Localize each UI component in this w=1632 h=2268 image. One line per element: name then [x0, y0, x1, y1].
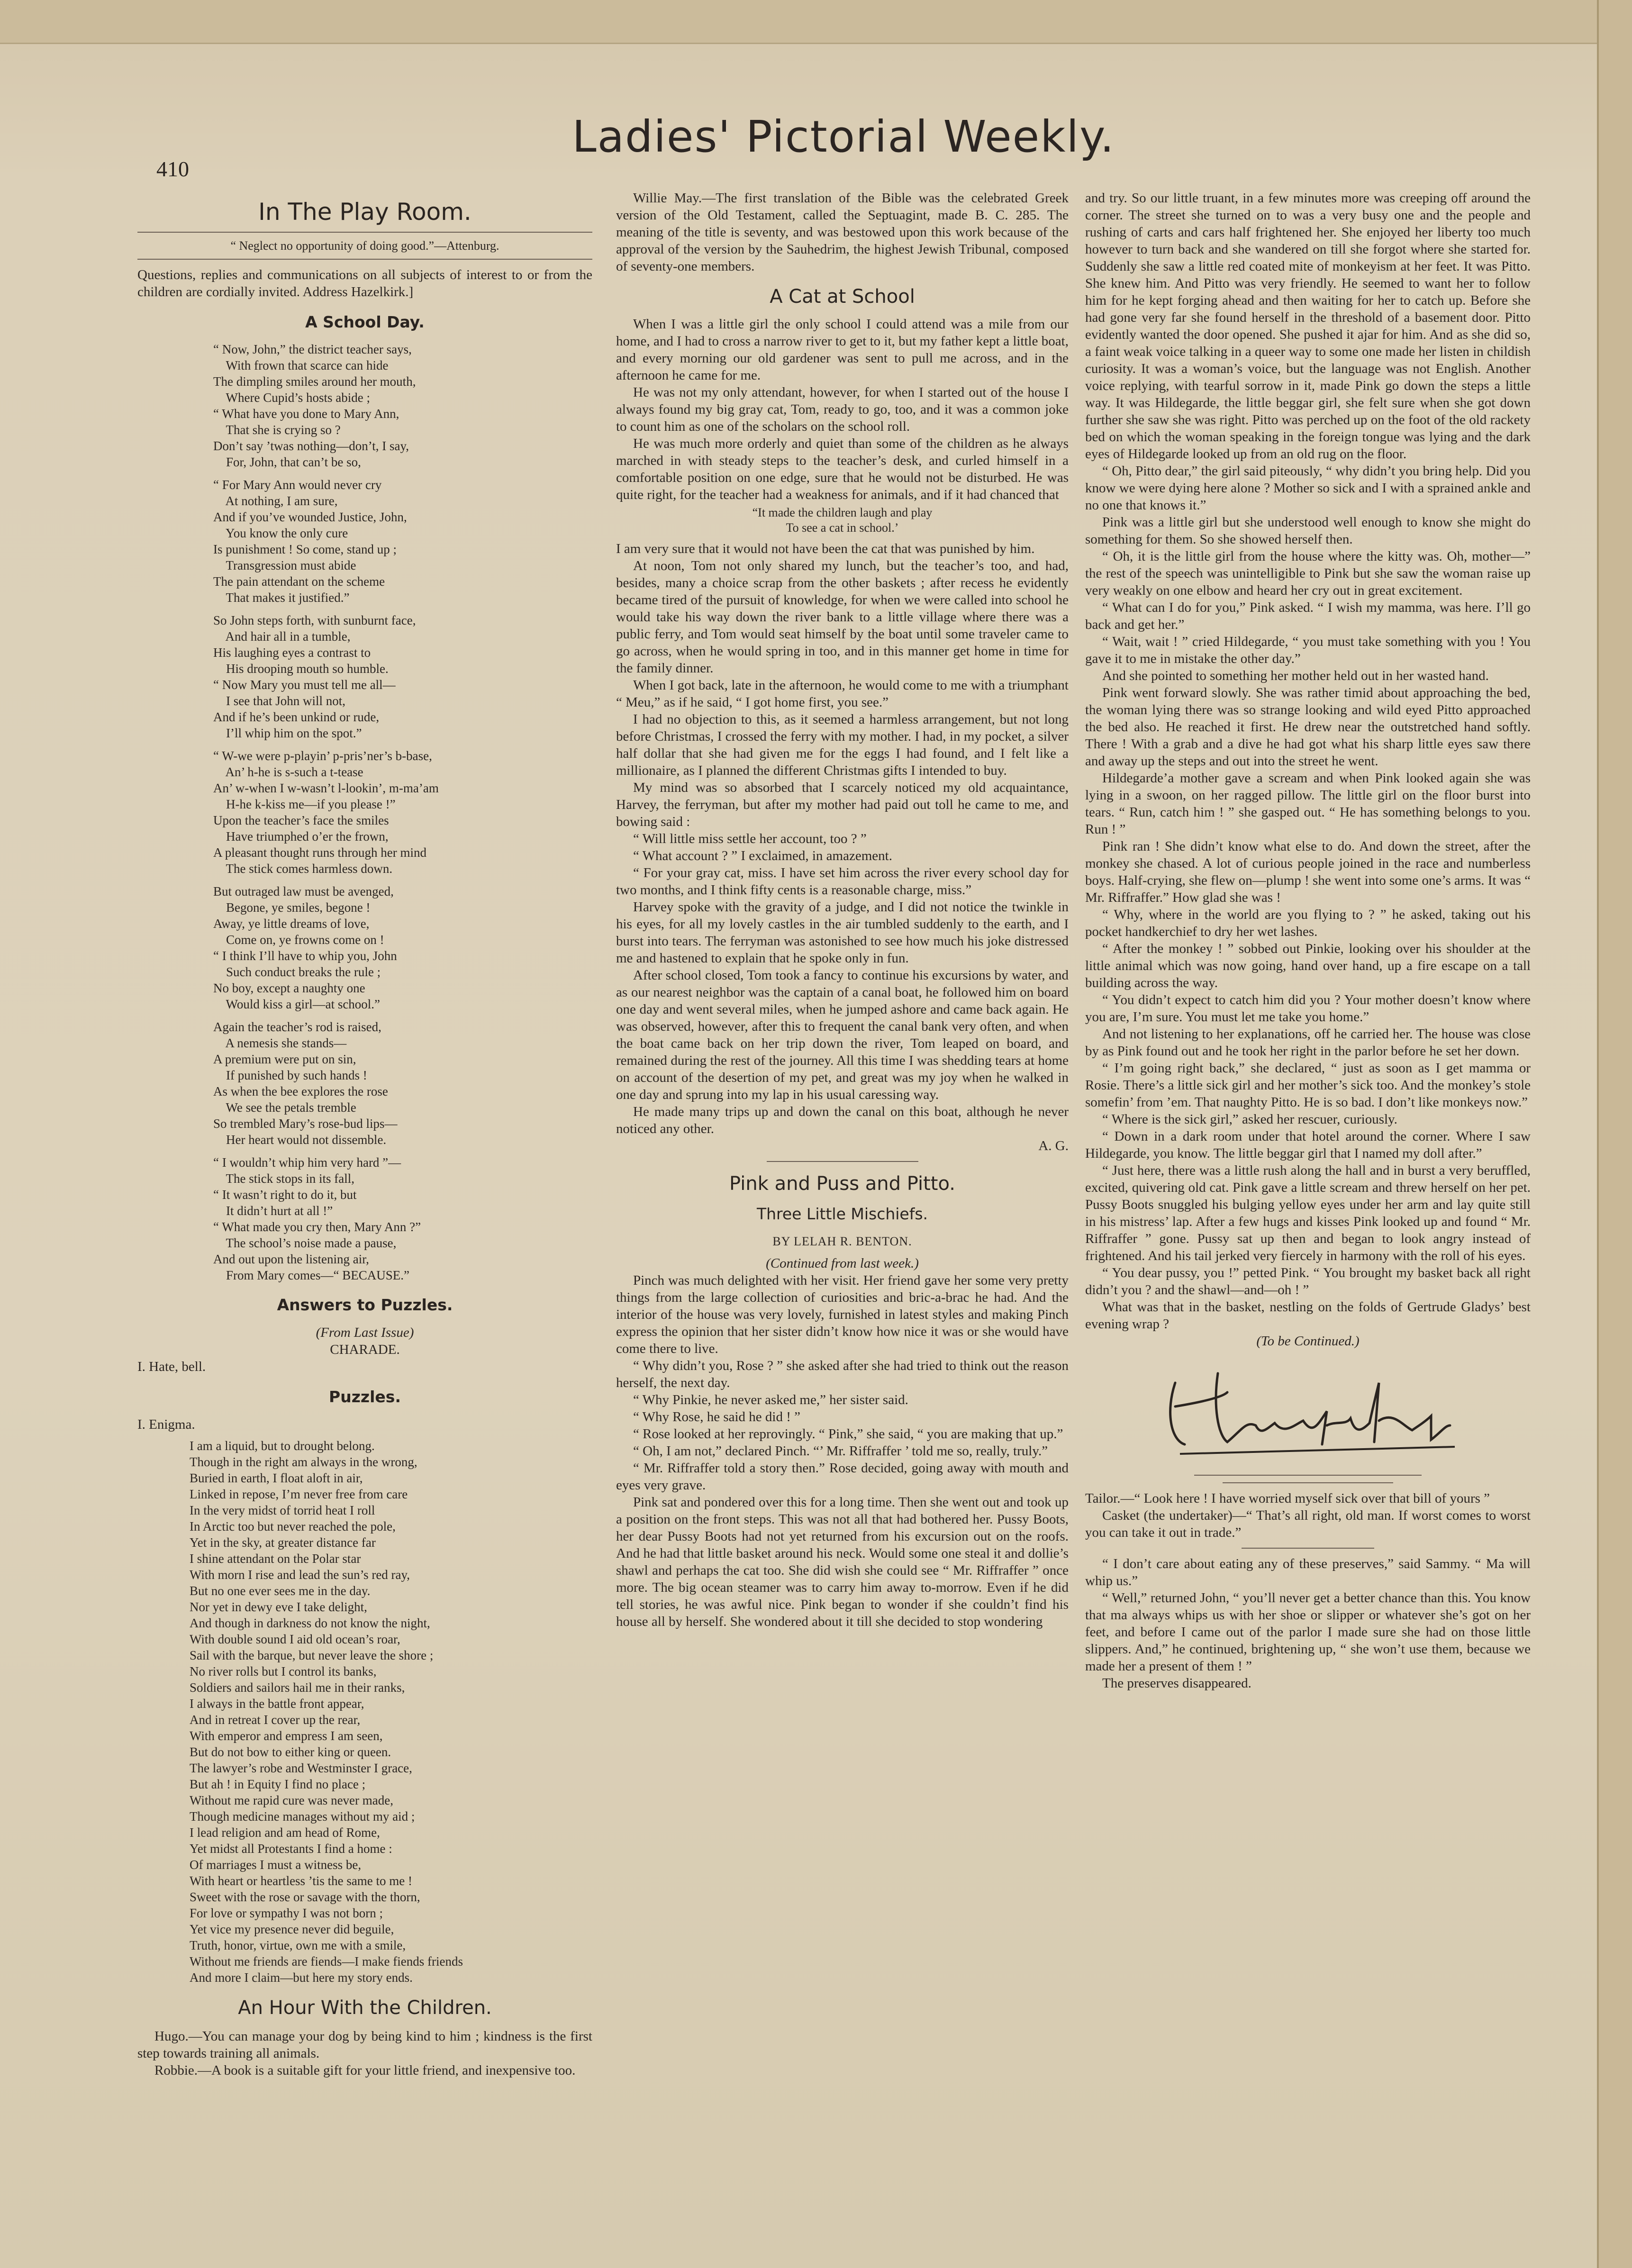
cat-paragraph: He made many trips up and down the canal on this boat, although he never noticed any other.: [616, 1104, 1069, 1136]
cat-paragraph: He was much more orderly and quiet than some of the children as he always marched in with steady steps to the teacher’s desk, and curled himself in a comfortable position on one edge, sure that he would not be disturbed. He was quite right, for the teacher had a weakness for animals, and if it had chanced that: [616, 436, 1069, 502]
enigma-line: In the very midst of torrid heat I roll: [190, 1503, 375, 1517]
enigma-line: Nor yet in dewy eve I take delight,: [190, 1600, 367, 1614]
pink-byline: BY LELAH R. BENTON.: [772, 1234, 912, 1248]
poem-line: Away, ye little dreams of love,: [213, 916, 370, 931]
joke-line: Tailor.—“ Look here ! I have worried myself sick over that bill of yours ”: [1085, 1491, 1490, 1506]
pink-paragraph: “ Mr. Riffraffer told a story then.” Rose decided, going away with mouth and eyes very grave.: [616, 1461, 1069, 1493]
poem-line: An’ w-when I w-wasn’t l-lookin’, m-ma’am: [213, 781, 439, 795]
cat-quote: [616, 505, 1069, 535]
story-paragraph: “ You dear pussy, you !” petted Pink. “ You brought my basket back all right didn’t you ? and the shawl—and—oh ! ”: [1085, 1265, 1531, 1297]
poem-line: And if he’s been unkind or rude,: [213, 710, 380, 724]
column-middle: [616, 190, 1069, 1630]
poem-line: Begone, ye smiles, begone !: [213, 900, 371, 915]
story-paragraph: “ I’m going right back,” she declared, “ just as soon as I get mamma or Rosie. There’s a little sick girl and her mother’s sick too. And the monkey’s stole somefin’ from ’em. That naughty Pitto. He is so bad. I don’t like monkeys now.”: [1085, 1061, 1531, 1110]
pink-paragraph: “ Oh, I am not,” declared Pinch. “’ Mr. Riffraffer ’ told me so, really, truly.”: [633, 1443, 1048, 1459]
puzzles-title: Puzzles.: [329, 1388, 401, 1406]
poem-stanza: [213, 748, 592, 877]
poem-line: But outraged law must be avenged,: [213, 884, 394, 898]
answers-subtitle: (From Last Issue): [316, 1325, 414, 1340]
poem-stanza: [213, 341, 592, 470]
enigma-line: The lawyer’s robe and Westminster I grace,: [190, 1761, 412, 1775]
enigma-line: And more I claim—but here my story ends.: [190, 1970, 413, 1985]
column-left: [137, 190, 592, 2079]
divider: [767, 1161, 918, 1162]
poem-line: “ For Mary Ann would never cry: [213, 478, 382, 492]
pink-paragraph: “ Why Pinkie, he never asked me,” her sister said.: [633, 1392, 908, 1407]
to-be-continued: (To be Continued.): [1256, 1334, 1360, 1349]
enigma-line: With morn I rise and lead the sun’s red ray,: [190, 1568, 410, 1582]
enigma-line: But do not bow to either king or queen.: [190, 1745, 391, 1759]
poem-line: Her heart would not dissemble.: [213, 1133, 387, 1147]
pink-paragraph: Pinch was much delighted with her visit. Her friend gave her some very pretty things from the large collection of curiosities and bric-a-brac he had. And the interior of the house was very lovely, furnished in latest styles and making Pinch express the opinion that her sister didn’t know how nice it was or she would have come there to live.: [616, 1273, 1069, 1356]
story-paragraph: “ Oh, it is the little girl from the house where the kitty was. Oh, mother—” the rest of the speech was unintelligible to Pink but she saw the woman raise up very weakly on one elbow and heard her cry out in great excitement.: [1085, 549, 1531, 598]
poem-line: And out upon the listening air,: [213, 1252, 369, 1266]
motto: “ Neglect no opportunity of doing good.”—Attenburg.: [137, 232, 592, 260]
poem-line: Transgression must abide: [213, 558, 356, 572]
cat-paragraph: When I was a little girl the only school I could attend was a mile from our home, and I had to cross a narrow river to get to it, but my father kept a little boat, and every morning our old gardener was sent to pull me across, and in the afternoon he came for me.: [616, 317, 1069, 383]
binding-edge: [1597, 0, 1632, 2268]
cat-paragraph: He was not my only attendant, however, for when I started out of the house I always found my big gray cat, Tom, ready to go, too, and it was a common joke to count him as one of the scholars on the school roll.: [616, 385, 1069, 434]
cat-paragraph: “ For your gray cat, miss. I have set him across the river every school day for two months, and I think fifty cents is a reasonable charge, miss.”: [616, 865, 1069, 898]
poem-stanza: [213, 477, 592, 606]
enigma-line: Without me rapid cure was never made,: [190, 1793, 393, 1807]
poem-line: Again the teacher’s rod is raised,: [213, 1020, 381, 1034]
poem-line: It didn’t hurt at all !”: [213, 1204, 333, 1218]
poem-line: The stick comes harmless down.: [213, 862, 393, 876]
poem: [213, 341, 592, 1283]
poem-line: His drooping mouth so humble.: [213, 662, 389, 676]
joke-line: “ I don’t care about eating any of these preserves,” said Sammy. “ Ma will whip us.”: [1085, 1556, 1531, 1588]
poem-line: The stick stops in its fall,: [213, 1171, 354, 1186]
column-right: [1085, 190, 1531, 1692]
cat-quote-line: To see a cat in school.’: [786, 521, 899, 535]
enigma-line: Linked in repose, I’m never free from care: [190, 1487, 408, 1501]
divider: [1194, 1475, 1422, 1476]
joke-line: “ Well,” returned John, “ you’ll never get a better chance than this. You know that ma always whips us with her shoe or slipper or whatever she’s got on her feet, and before I came out of the parlor I made sure she had on those little slippers. And,” he continued, brightening up, “ she won’t use them, because we made her a present of them ! ”: [1085, 1590, 1531, 1674]
poem-line: A pleasant thought runs through her mind: [213, 845, 426, 860]
charade-answer: I. Hate, bell.: [137, 1359, 206, 1374]
poem-line: As when the bee explores the rose: [213, 1084, 388, 1098]
poem-line: “ What made you cry then, Mary Ann ?”: [213, 1220, 421, 1234]
poem-line: Is punishment ! So come, stand up ;: [213, 542, 397, 556]
charade-label: CHARADE.: [330, 1342, 400, 1357]
poem-line: No boy, except a naughty one: [213, 981, 365, 995]
poem-line: I’ll whip him on the spot.”: [213, 726, 362, 740]
poem-line: A nemesis she stands—: [213, 1036, 347, 1050]
enigma-line: Yet vice my presence never did beguile,: [190, 1922, 394, 1936]
cat-paragraph: I had no objection to this, as it seemed a harmless arrangement, but not long before Christmas, I crossed the ferry with my mother. I had, in my pocket, a silver half dollar that she had given me for the eggs I had found, and I felt like a millionaire, as I planned the different Christmas gifts I intended to buy.: [616, 712, 1069, 778]
enigma-line: I lead religion and am head of Rome,: [190, 1825, 380, 1840]
pink-subtitle: Three Little Mischiefs.: [756, 1205, 928, 1223]
enigma-line: With heart or heartless ’tis the same to me !: [190, 1874, 413, 1888]
enigma-line: Though in the right am always in the wrong,: [190, 1455, 417, 1469]
poem-line: The pain attendant on the scheme: [213, 574, 385, 589]
enigma-label: I. Enigma.: [137, 1417, 195, 1432]
page-header: [142, 111, 1545, 181]
enigma-verse: [190, 1438, 592, 1986]
cat-paragraph: “ What account ? ” I exclaimed, in amazement.: [633, 848, 892, 863]
poem-stanza: [213, 883, 592, 1012]
enigma-line: And though in darkness do not know the night,: [190, 1616, 430, 1630]
poem-line: “ It wasn’t right to do it, but: [213, 1188, 357, 1202]
intro-text: Questions, replies and communications on all subjects of interest to or from the children are cordially invited. Address Hazelkirk.]: [137, 267, 592, 299]
enigma-line: With double sound I aid old ocean’s roar,: [190, 1632, 400, 1646]
signature-graphic: [1147, 1354, 1469, 1463]
pink-title: Pink and Puss and Pitto.: [729, 1173, 955, 1195]
story-paragraph: “ Wait, wait ! ” cried Hildegarde, “ you must take something with you ! You gave it to me in mistake the other day.”: [1085, 634, 1531, 666]
poem-title: A School Day.: [305, 313, 425, 331]
hour-answer-2: Robbie.—A book is a suitable gift for your little friend, and inexpensive too.: [154, 2063, 576, 2078]
story-paragraph: “ Down in a dark room under that hotel around the corner. Where I saw Hildegarde, you know. The little beggar girl that I named my doll after.”: [1085, 1129, 1531, 1161]
poem-line: We see the petals tremble: [213, 1100, 356, 1115]
enigma-line: Of marriages I must a witness be,: [190, 1858, 362, 1872]
story-paragraph: “ What can I do for you,” Pink asked. “ I wish my mamma, was here. I’ll go back and get her.”: [1085, 600, 1531, 632]
poem-line: You know the only cure: [213, 526, 348, 540]
enigma-line: I am a liquid, but to drought belong.: [190, 1439, 375, 1453]
poem-line: Come on, ye frowns come on !: [213, 933, 384, 947]
story-paragraph: “ Why, where in the world are you flying to ? ” he asked, taking out his pocket handkerchief to dry her wet lashes.: [1085, 907, 1531, 939]
story-paragraph: “ Oh, Pitto dear,” the girl said piteously, “ why didn’t you bring help. Did you know we were dying here alone ? Mother so sick and I with a sprained ankle and no one that knows it.”: [1085, 463, 1531, 513]
enigma-line: Yet in the sky, at greater distance far: [190, 1535, 376, 1550]
cat-quote-line: “It made the children laugh and play: [752, 506, 933, 519]
poem-line: H-he k-kiss me—if you please !”: [213, 797, 396, 811]
cat-paragraph: After school closed, Tom took a fancy to continue his excursions by water, and as our nearest neighbor was the captain of a canal boat, he followed him on board one day and went several miles, when he jumped ashore and came back again. He was observed, however, after this to frequent the canal bank very often, and when the boat came back on her trip down the river, Tom leaped on board, and remained during the rest of the journey. All this time I was shedding tears at home on account of the desertion of my pet, and great was my joy when he walked in one day and sprung into my lap in his usual caressing way.: [616, 968, 1069, 1102]
divider: [1223, 1482, 1393, 1483]
enigma-line: But no one ever sees me in the day.: [190, 1584, 371, 1598]
poem-line: Would kiss a girl—at school.”: [213, 997, 381, 1011]
enigma-line: In Arctic too but never reached the pole,: [190, 1519, 396, 1533]
poem-line: Such conduct breaks the rule ;: [213, 965, 381, 979]
story-paragraph: Hildegarde’a mother gave a scream and when Pink looked again she was lying in a swoon, on her ragged pillow. The little girl on the floor burst into tears. “ Run, catch him ! ” she gasped out. “ He has something belongs to you. Run ! ”: [1085, 771, 1531, 837]
poem-line: And if you’ve wounded Justice, John,: [213, 510, 407, 524]
poem-line: With frown that scarce can hide: [213, 358, 389, 372]
enigma-line: Though medicine manages without my aid ;: [190, 1809, 415, 1823]
pink-paragraph: Pink sat and pondered over this for a long time. Then she went out and took up a position on the front steps. This was not all that had bothered her. Pussy Boots, her dear Pussy Boots had not yet returned from his excursion out on the roofs. And he had that little basket around his neck. Would some one steal it and dollie’s shawl and perhaps the cat too. She did wish she could see “ Mr. Riffraffer ” once more. The big ocean steamer was to carry him away to-morrow. Even if he did tell stories, he was awful nice. Pink began to wonder if she couldn’t find his house all by herself. She wondered about it till she decided to stop wondering: [616, 1495, 1069, 1629]
poem-line: “ Now Mary you must tell me all—: [213, 678, 396, 692]
story-paragraph: Pink ran ! She didn’t know what else to do. And down the street, after the monkey she chased. A lot of curious people joined in the race and numberless boys. Half-crying, she flew on—plump ! she went into some one’s arms. It was “ Mr. Riffraffer.” How glad she was !: [1085, 839, 1531, 905]
poem-line: His laughing eyes a contrast to: [213, 645, 371, 660]
poem-line: That makes it justified.”: [213, 590, 350, 605]
poem-line: At nothing, I am sure,: [213, 494, 338, 508]
enigma-line: Without me friends are fiends—I make fiends friends: [190, 1954, 463, 1969]
story-paragraph: and try. So our little truant, in a few minutes more was creeping off around the corner. The street she turned on to was a very busy one and the people and rushing of carts and cars half frightened her. She enjoyed her liberty too much however to turn back and she wandered on till she forgot where she started for. Suddenly she saw a little red coated mite of monkeyism at her feet. It was Pitto. She knew him. And Pitto was very friendly. He seemed to want her to follow him for he kept forging ahead and then waiting for her to catch up. Before she had gone very far she found herself in the threshold of a basement door. Pitto evidently wanted the door opened. She pushed it ajar for him. And as she did so, a faint weak voice talking in a queer way to some one made her listen in childish curiosity. It was a woman’s voice, but the language was not English. Another voice replying, with tearful sorrow in it, made Pink go down the steps a little way. It was Hildegarde, the little beggar girl, she felt sure when she got down further she saw she was right. Pitto was perched up on the foot of the old rackety bed on which the woman speaking in the foreign tongue was lying and the dark eyes of Hildegarde looked up from an old rug on the floor.: [1085, 191, 1531, 462]
poem-stanza: [213, 1154, 592, 1283]
enigma-line: For love or sympathy I was not born ;: [190, 1906, 383, 1920]
poem-line: I see that John will not,: [213, 694, 345, 708]
masthead-title: Ladies' Pictorial Weekly.: [572, 111, 1115, 162]
poem-stanza: [213, 1019, 592, 1148]
story-paragraph: “ After the monkey ! ” sobbed out Pinkie, looking over his shoulder at the little animal which was now going, hand over hand, up a fire escape on a tall building across the way.: [1085, 941, 1531, 990]
story-paragraph: And not listening to her explanations, off he carried her. The house was close by as Pink found out and he took her right in the parlor before he set her down.: [1085, 1026, 1531, 1059]
cat-paragraph: At noon, Tom not only shared my lunch, but the teacher’s too, and had, besides, many a choice scrap from the other baskets ; after recess he evidently became tired of the pursuit of knowledge, for when we were called into school he would take his way down the river bank to a little village where there was a public ferry, and Tom would seat himself by the boat until some traveler came to go across, when he would spring in too, and in this manner get home in time for the family dinner.: [616, 558, 1069, 676]
cat-paragraph: When I got back, late in the afternoon, he would come to me with a triumphant “ Meu,” as if he said, “ I got home first, you see.”: [616, 678, 1069, 710]
cat-paragraph: Harvey spoke with the gravity of a judge, and I did not notice the twinkle in his eyes, for all my lovely castles in the air tumbled suddenly to the earth, and I burst into tears. The ferryman was astonished to see how much his joke distressed me and hastened to explain that he spoke only in fun.: [616, 899, 1069, 966]
enigma-line: I shine attendant on the Polar star: [190, 1551, 361, 1566]
cat-title: A Cat at School: [770, 286, 915, 308]
enigma-line: Buried in earth, I float aloft in air,: [190, 1471, 363, 1485]
play-room-title: In The Play Room.: [258, 198, 471, 226]
enigma-line: I always in the battle front appear,: [190, 1696, 364, 1711]
pink-paragraph: “ Why didn’t you, Rose ? ” she asked after she had tried to think out the reason herself, the next day.: [616, 1358, 1069, 1390]
story-paragraph: Pink was a little girl but she understood well enough to know she might do something for them. So she showed herself then.: [1085, 515, 1531, 547]
enigma-line: No river rolls but I control its banks,: [190, 1664, 377, 1678]
poem-line: Where Cupid’s hosts abide ;: [213, 390, 370, 405]
enigma-line: And in retreat I cover up the rear,: [190, 1713, 361, 1727]
poem-line: That she is crying so ?: [213, 423, 341, 437]
divider: [1242, 1548, 1374, 1549]
enigma-line: Soldiers and sailors hail me in their ranks,: [190, 1680, 405, 1695]
poem-stanza: [213, 612, 592, 741]
hour-answer-1: Hugo.—You can manage your dog by being kind to him ; kindness is the first step towards training all animals.: [137, 2029, 592, 2061]
story-paragraph: “ Just here, there was a little rush along the hall and in burst a very beruffled, excited, quivering old cat. Pink gave a little scream and threw herself on her pet. Pussy Boots snuggled his bulging yellow eyes under her arm and lay quite still in his mistress’ lap. After a few hugs and kisses Pink looked up and found “ Mr. Riffraffer ” gone. Pussy sat up then and began to look angry instead of frightened. And his tail jerked very fiercely in harmony with the roll of his eyes.: [1085, 1163, 1531, 1263]
poem-line: Have triumphed o’er the frown,: [213, 829, 389, 844]
poem-line: If punished by such hands !: [213, 1068, 367, 1082]
enigma-line: With emperor and empress I am seen,: [190, 1729, 383, 1743]
enigma-line: Sweet with the rose or savage with the thorn,: [190, 1890, 420, 1904]
page-number: 410: [156, 157, 189, 181]
story-paragraph: Pink went forward slowly. She was rather timid about approaching the bed, the woman lying there was so strange looking and wild eyed Pitto approached the bed also. He reached it first. He drew near the outstretched hand softly. There ! With a grab and a dive he had got what his sharp little eyes saw there and away up the steps and out into the street he went.: [1085, 685, 1531, 769]
poem-line: For, John, that can’t be so,: [213, 455, 361, 469]
cat-paragraph: I am very sure that it would not have been the cat that was punished by him.: [616, 541, 1035, 556]
poem-line: From Mary comes—“ BECAUSE.”: [213, 1268, 409, 1282]
page-top-edge: [0, 0, 1632, 44]
hour-title: An Hour With the Children.: [238, 1997, 492, 2019]
story-paragraph: “ You didn’t expect to catch him did you ? Your mother doesn’t know where you are, I’m sure. You must let me take you home.”: [1085, 992, 1531, 1025]
cat-paragraph: “ Will little miss settle her account, too ? ”: [633, 831, 867, 846]
enigma-line: Sail with the barque, but never leave the shore ;: [190, 1648, 434, 1662]
pink-paragraph: “ Rose looked at her reprovingly. “ Pink,” she said, “ you are making that up.”: [633, 1426, 1063, 1442]
enigma-line: But ah ! in Equity I find no place ;: [190, 1777, 366, 1791]
poem-line: A premium were put on sin,: [213, 1052, 356, 1066]
poem-line: So trembled Mary’s rose-bud lips—: [213, 1116, 398, 1131]
poem-line: The school’s noise made a pause,: [213, 1236, 397, 1250]
poem-line: “ I wouldn’t whip him very hard ”—: [213, 1155, 401, 1170]
story-paragraph: “ Where is the sick girl,” asked her rescuer, curiously.: [1102, 1112, 1397, 1127]
cat-paragraph: My mind was so absorbed that I scarcely noticed my old acquaintance, Harvey, the ferryman, but after my mother had paid out toll he came to me, and bowing said :: [616, 780, 1069, 829]
poem-line: “ I think I’ll have to whip you, John: [213, 949, 397, 963]
poem-line: So John steps forth, with sunburnt face,: [213, 613, 416, 627]
story-paragraph: What was that in the basket, nestling on the folds of Gertrude Gladys’ best evening wrap ?: [1085, 1299, 1531, 1332]
enigma-line: Yet midst all Protestants I find a home :: [190, 1842, 392, 1856]
answers-title: Answers to Puzzles.: [277, 1296, 453, 1314]
pink-continued: (Continued from last week.): [766, 1256, 919, 1271]
poem-line: Don’t say ’twas nothing—don’t, I say,: [213, 439, 409, 453]
enigma-line: Truth, honor, virtue, own me with a smile,: [190, 1938, 406, 1952]
cat-signature: A. G.: [1038, 1138, 1069, 1153]
willie-answer: Willie May.—The first translation of the Bible was the celebrated Greek version of the Old Testament, called the Septuagint, made B. C. 285. The meaning of the title is seventy, and was bestowed upon this work because of the approval of the version by the Sauhedrim, the highest Jewish Tribunal, composed of seventy-one members.: [616, 191, 1069, 274]
poem-line: And hair all in a tumble,: [213, 629, 351, 644]
joke-line: Casket (the undertaker)—“ That’s all right, old man. If worst comes to worst you can take it out in trade.”: [1085, 1508, 1531, 1540]
poem-line: “ W-we were p-playin’ p-pris’ner’s b-base,: [213, 749, 432, 763]
pink-paragraph: “ Why Rose, he said he did ! ”: [633, 1409, 801, 1424]
poem-line: An’ h-he is s-such a t-tease: [213, 765, 363, 779]
joke-line: The preserves disappeared.: [1102, 1676, 1251, 1691]
story-paragraph: And she pointed to something her mother held out in her wasted hand.: [1102, 668, 1489, 683]
poem-line: “ What have you done to Mary Ann,: [213, 407, 399, 421]
hazelkirk-signature: [1085, 1350, 1531, 1468]
poem-line: The dimpling smiles around her mouth,: [213, 374, 416, 389]
poem-line: “ Now, John,” the district teacher says,: [213, 342, 412, 356]
poem-line: Upon the teacher’s face the smiles: [213, 813, 389, 827]
